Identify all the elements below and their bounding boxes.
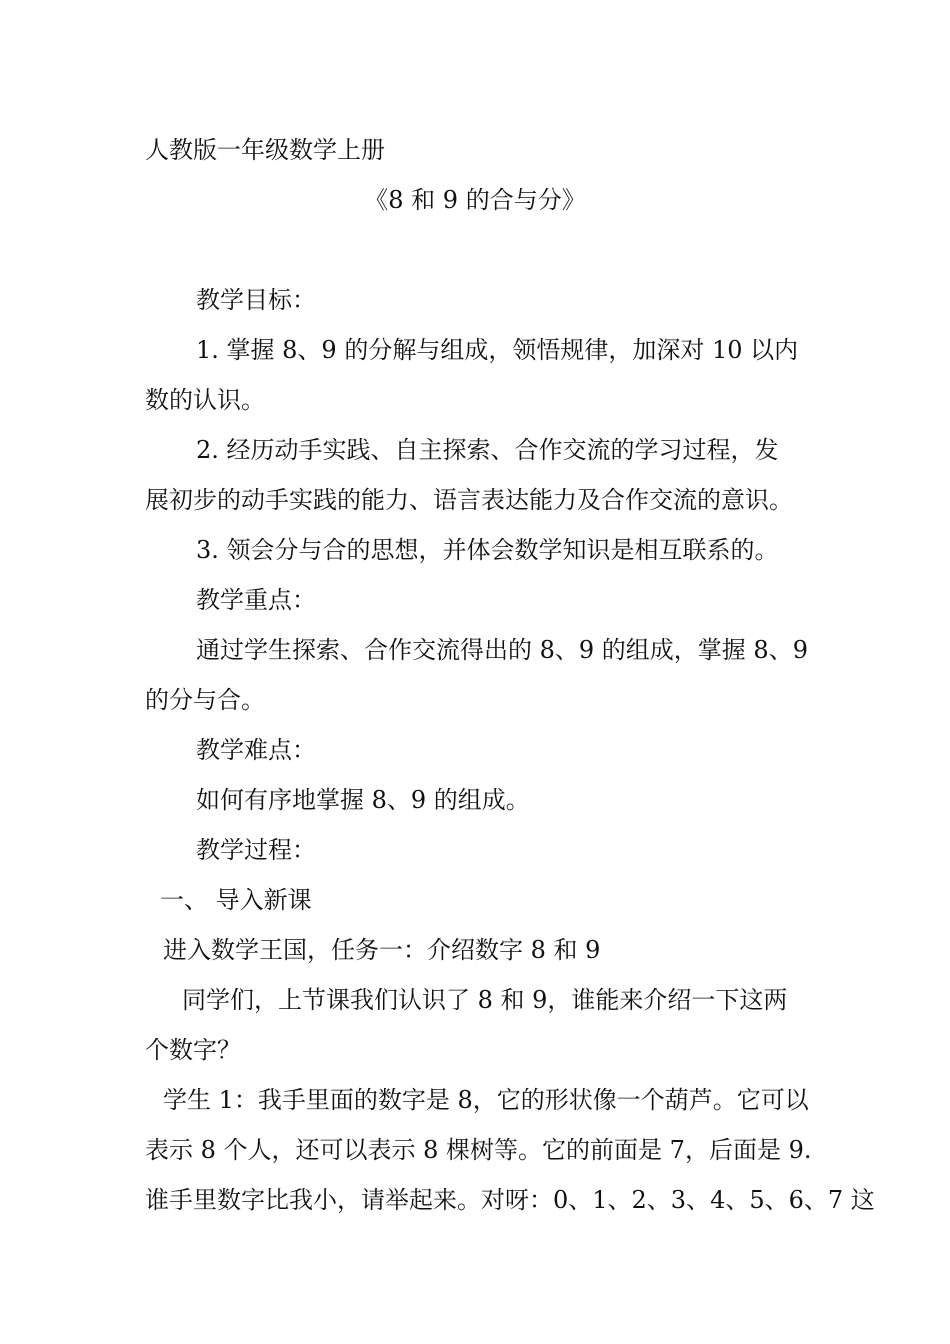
- key-points-line-2: 的分与合。: [145, 686, 265, 714]
- difficulty-text: 如何有序地掌握 8、9 的组成。: [196, 786, 530, 814]
- document-title: 《8 和 9 的合与分》: [364, 186, 586, 214]
- section-1-heading: 一、 导入新课: [160, 886, 312, 914]
- student-line-2: 表示 8 个人，还可以表示 8 棵树等。它的前面是 7，后面是 9.: [145, 1136, 812, 1164]
- objectives-heading: 教学目标：: [196, 286, 316, 314]
- objective-1-line-2: 数的认识。: [145, 386, 265, 414]
- task-1: 进入数学王国，任务一：介绍数字 8 和 9: [163, 936, 601, 964]
- teacher-line-1: 同学们，上节课我们认识了 8 和 9，谁能来介绍一下这两: [182, 986, 788, 1014]
- key-points-line-1: 通过学生探索、合作交流得出的 8、9 的组成，掌握 8、9: [196, 636, 808, 664]
- document-header: 人教版一年级数学上册: [145, 136, 385, 164]
- process-heading: 教学过程：: [196, 836, 316, 864]
- teacher-line-2: 个数字？: [145, 1036, 241, 1064]
- key-points-heading: 教学重点：: [196, 586, 316, 614]
- student-line-3: 谁手里数字比我小，请举起来。对呀：0、1、2、3、4、5、6、7 这: [145, 1186, 875, 1214]
- objective-2-line-2: 展初步的动手实践的能力、语言表达能力及合作交流的意识。: [145, 486, 793, 514]
- objective-2-line-1: 2. 经历动手实践、自主探索、合作交流的学习过程，发: [196, 436, 779, 464]
- student-line-1: 学生 1：我手里面的数字是 8，它的形状像一个葫芦。它可以: [163, 1086, 809, 1114]
- objective-1-line-1: 1. 掌握 8、9 的分解与组成，领悟规律，加深对 10 以内: [196, 336, 799, 364]
- objective-3: 3. 领会分与合的思想，并体会数学知识是相互联系的。: [196, 536, 779, 564]
- difficulty-heading: 教学难点：: [196, 736, 316, 764]
